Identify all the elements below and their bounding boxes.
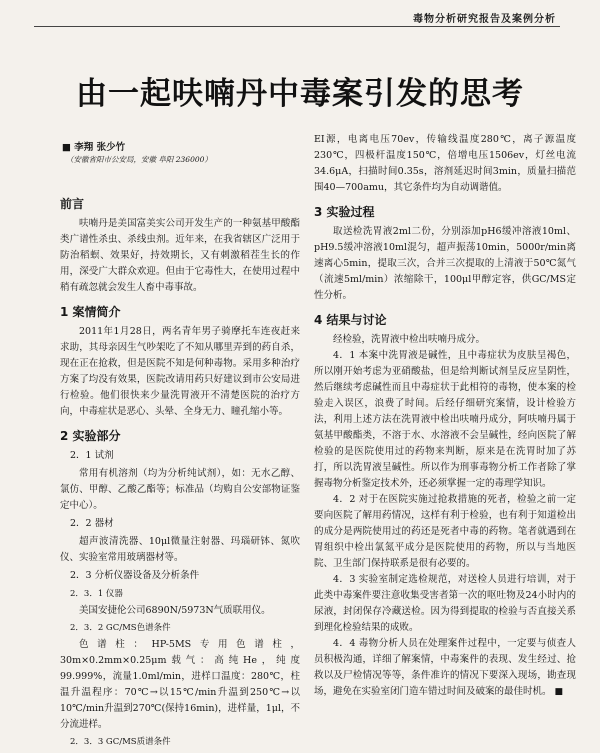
subheading-conditions: 2．3 分析仪器设备及分析条件 [70, 570, 200, 581]
header-divider [34, 26, 560, 27]
subheading-reagents: 2．1 试剂 [70, 450, 114, 461]
subheading-instrument: 2．3．1 仪器 [70, 589, 123, 599]
author-line: ■ 李翔 张少竹 [62, 142, 126, 153]
instrument-paragraph: 美国安捷伦公司6890N/5973N气质联用仪。 [79, 605, 271, 616]
section-heading-results: 4 结果与讨论 [314, 313, 387, 327]
subheading-ms-conditions: 2．3．3 GC/MS质谱条件 [70, 737, 171, 747]
discussion-4-2: 4．2 对于在医院实施过抢救措施的死者，检验之前一定要向医院了解用药情况，这样有利于检验，也有利于知道检出的成分是两院使用过的药还是死者中毒的药物。笔者就遇到在胃组织中检出氯氮平成分是医院使用的药物，所以与当地医院、卫生部门保持联系是很有必要的。 [314, 494, 576, 569]
end-mark: ■ [554, 687, 564, 697]
case-paragraph: 2011年1月28日，两名青年男子骑摩托车连夜赶来求助，其母亲因生气吵架吃了不知从哪里弄到的药自杀，现在正在抢救，但是医院不知是何种毒物。采用多种治疗方案了均没有效果，医院改请用药只好建议到市公安局进行检验。他们很快来少量洗胃液开不清楚医院的治疗方向，中毒症状是恶心、头晕、全身无力、瞳孔缩小等。 [60, 326, 300, 417]
subheading-equipment: 2．2 器材 [70, 518, 114, 529]
running-header: 毒物分析研究报告及案例分析 [413, 14, 556, 25]
section-heading-procedure: 3 实验过程 [314, 205, 375, 219]
discussion-4-4 [314, 636, 576, 700]
discussion-4-4-text: 4．4 毒物分析人员在处理案件过程中，一定要与侦查人员积极沟通，详细了解案情，中毒案件的表现、发生经过、抢救以及尸检情况等等，条件准许的情况下要深入现场，勘查现场，避免在实验室闭门造车错过时间及破案的最佳时机。 [314, 638, 576, 697]
ms-conditions-paragraph: EI源，电离电压70ev，传输线温度280℃，离子源温度230℃，四极杆温度150℃，倍增电压1506ev，灯丝电流34.6μA，扫描时间0.35s，溶剂延迟时间3min，质量扫描范围40—700amu，其它条件均为自动调谐值。 [314, 134, 576, 193]
section-heading-experiment: 2 实验部分 [60, 429, 121, 443]
section-heading-case: 1 案情简介 [60, 305, 121, 319]
left-column [60, 188, 300, 751]
equipment-paragraph: 超声波清洗器、10μl微量注射器、玛瑙研钵、氮吹仪、实验室常用玻璃器材等。 [60, 536, 300, 563]
right-column [314, 132, 576, 700]
discussion-4-1: 4．1 本案中洗胃液是碱性，且中毒症状为皮肤呈褐色，所以刚开始考虑为亚硝酸盐，但是给判断试剂呈反应呈阴性，然后继续考虑碱性而且中毒症状于此相符的毒物，使本案的检验走入误区，浪费了时间。后经仔细研究案情，设计检验方法，利用上述方法在洗胃液中检出呋喃丹成分，阿呋喃丹属于氨基甲酸酯类，不溶于水、水溶液不会呈碱性，经向医院了解检验的是医院使用过的药物来判断，原来是在洗胃时加了苏打，所以洗胃液呈碱性。所以作为刑事毒物分析工作者除了掌握毒物分析鉴定技术外，还必须掌握一定的毒理学知识。 [314, 350, 576, 489]
results-intro: 经检验，洗胃液中检出呋喃丹成分。 [333, 334, 486, 345]
article-title: 由一起呋喃丹中毒案引发的思考 [76, 76, 524, 112]
subheading-gc-conditions: 2．3．2 GC/MS色谱条件 [70, 623, 171, 633]
preface-paragraph: 呋喃丹是美国富美实公司开发生产的一种氨基甲酸酯类广谱性杀虫、杀线虫剂。近年来，在我省辖区广泛用于防治稻螟、效果好，持效期长，又有刺激稻茬生长的作用，深受广大群众欢迎。但由于它毒性大，在使用过程中稍有疏忽就会发生人畜中毒事故。 [60, 218, 300, 293]
gc-conditions-paragraph: 色谱柱：HP-5MS专用色谱柱，30m×0.2mm×0.25μm载气：高纯He，纯度99.999%，流量1.0ml/min，进样口温度：280℃，柱温升温程序：70℃→以15℃/min升温到250℃→以10℃/min升温到270℃(保持16min)，进样量，1μl，不分流进样。 [60, 639, 300, 730]
discussion-4-3: 4．3 实验室制定选检规范，对送检人员进行培训，对于此类中毒案件要注意收集受害者第一次的呕吐物及24小时内的尿液，封闭保存冷藏送检。因为得到提取的检验与否直接关系到理化检验结果的成败。 [314, 574, 576, 633]
reagents-paragraph: 常用有机溶剂（均为分析纯试剂），如：无水乙醇、氯仿、甲醇、乙酸乙酯等；标准品（均购自公安部物证鉴定中心）。 [60, 468, 300, 511]
author-affiliation: （安徽省阳市公安局，安徽 阜阳 236000） [66, 155, 212, 164]
procedure-paragraph: 取送检洗胃液2ml二份，分别添加pH6缓冲溶液10ml、pH9.5缓冲溶液10ml混匀，超声振荡10min，5000r/min离速离心5min，提取三次，合并三次提取的上清液于50℃氮气（流速5ml/min）浓缩除干，100μl甲醇定容，供GC/MS定性分析。 [314, 226, 576, 301]
section-heading-preface: 前言 [60, 197, 85, 211]
